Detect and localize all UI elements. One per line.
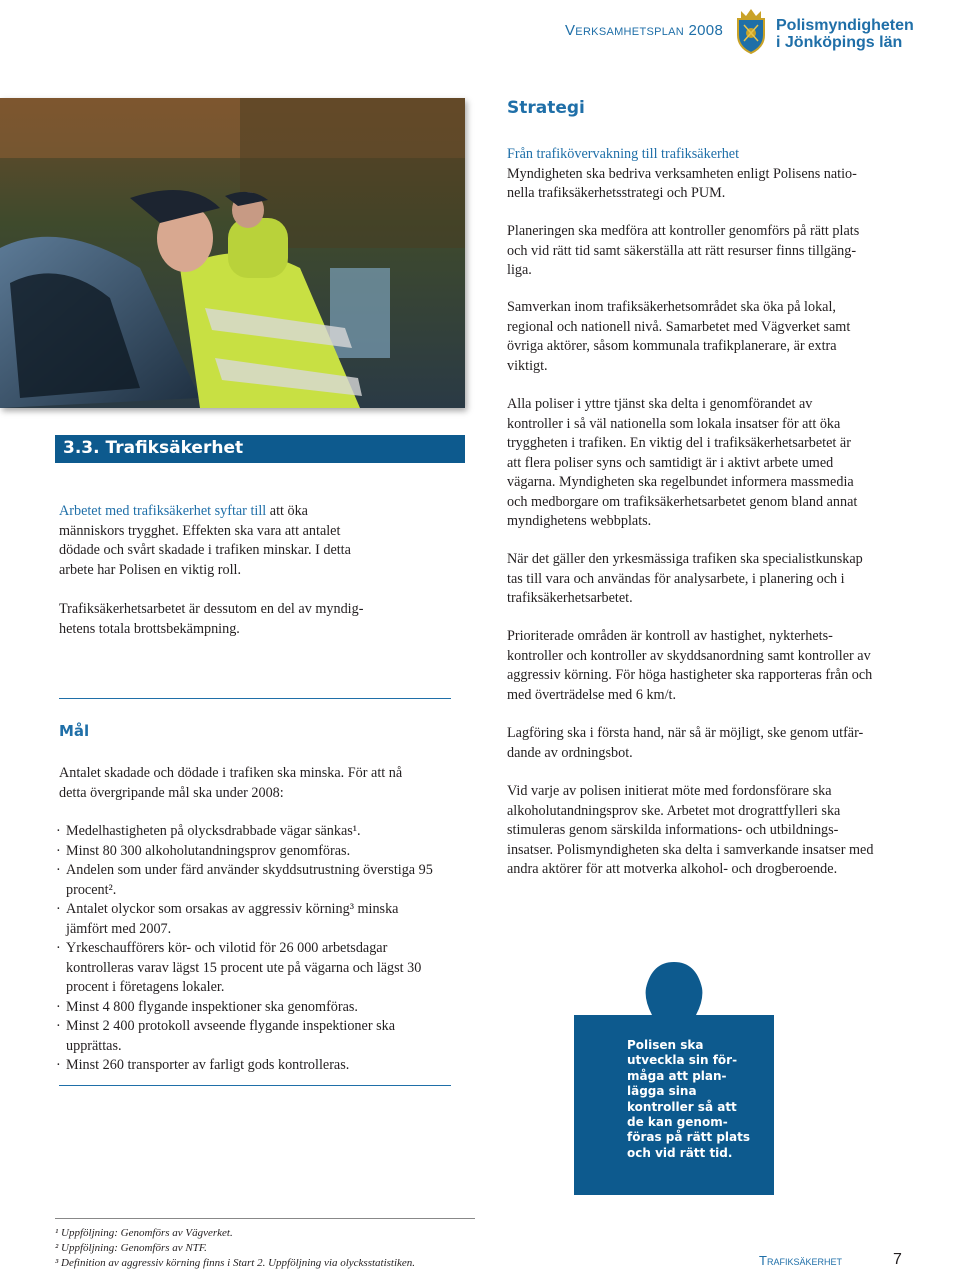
section-heading-bar xyxy=(55,435,465,463)
text-line: övriga aktörer, såsom kommunala trafikplanerare, är extra xyxy=(507,338,837,354)
police-crest-icon xyxy=(732,5,770,55)
goals-heading: Mål xyxy=(59,722,90,740)
text-line: kontroller och kontroller av skyddsanordning samt kontroller av xyxy=(507,647,871,664)
text-line: arbete har Polisen en viktig roll. xyxy=(59,561,242,578)
text-line: insatser. Polismyndigheten ska delta i samverkande insatser med xyxy=(507,841,874,858)
text-line: Prioriterade områden är kontroll av hastighet, nykterhets- xyxy=(507,628,833,644)
intro-rest: att öka xyxy=(266,503,308,519)
text-line: dödade och svårt skadade i trafiken minskar. I detta xyxy=(59,542,351,558)
text-line: och medborgare om trafiksäkerhetsarbetet genom bland annat xyxy=(507,493,858,510)
list-item: · Andelen som under färd använder skyddsutrustning överstiga 95 procent². xyxy=(56,861,446,900)
plan-year: 2008 xyxy=(688,22,724,39)
text-line: nella trafiksäkerhetsstrategi och PUM. xyxy=(507,185,726,201)
strategy-paragraph-2 xyxy=(507,222,859,281)
footnote-divider xyxy=(55,1218,475,1219)
strategy-subheading: Från trafikövervakning till trafiksäkerhet xyxy=(507,146,740,162)
text-line: stimuleras genom särskilda informations- och utbildnings- xyxy=(507,822,839,838)
strategy-paragraph-8 xyxy=(507,782,873,880)
strategy-paragraph-7 xyxy=(507,724,863,763)
text-line: myndighetens webbplats. xyxy=(507,513,652,529)
list-item: · Minst 260 transporter av farligt gods kontrolleras. xyxy=(56,1056,456,1076)
brand-line-2: i Jönköpings län xyxy=(776,34,903,51)
callout-line: måga att plan- xyxy=(627,1068,727,1083)
text-line: När det gäller den yrkesmässiga trafiken ska specialistkunskap xyxy=(507,551,863,567)
text-line: andra aktörer för att motverka alkohol- och drogberoende. xyxy=(507,861,838,877)
text-line: Alla poliser i yttre tjänst ska delta i genomförandet av xyxy=(507,396,813,412)
text-line: tryggheten i trafiken. En viktig del i trafiksäkerhetsarbetet är xyxy=(507,435,851,451)
list-item: · Medelhastigheten på olycksdrabbade vägar sänkas¹. xyxy=(56,822,456,842)
text-line: och vid rätt tid samt säkerställa att rätt resurser finns tillgäng- xyxy=(507,242,857,259)
list-item: · Yrkeschaufförers kör- och vilotid för 26 000 arbetsdagar kontrolleras varav lägst 15 procent ute på vägarna och lägst 30 procent i företagens lokaler. xyxy=(56,939,456,998)
text-line: Trafiksäkerhetsarbetet är dessutom en del av myndig- xyxy=(59,601,364,617)
text-line: trafiksäkerhetsarbetet. xyxy=(507,590,633,606)
police-traffic-check-photo xyxy=(0,98,465,408)
callout-line: föras på rätt plats xyxy=(627,1130,751,1145)
callout-line: kontroller så att xyxy=(627,1099,737,1114)
plan-label: Verksamhetsplan xyxy=(565,22,685,39)
text-line: vägarna. Myndigheten ska regelbundet informera massmedia xyxy=(507,474,854,490)
list-item: · Minst 80 300 alkoholutandningsprov genomföras. xyxy=(56,842,456,862)
divider xyxy=(59,698,451,699)
section-intro-2 xyxy=(59,600,363,639)
list-item: · Minst 2 400 protokoll avseende flygande inspektioner ska upprättas. xyxy=(56,1017,436,1056)
list-item: · Antalet olyckor som orsakas av aggressiv körning³ minska jämfört med 2007. xyxy=(56,900,426,939)
divider xyxy=(59,1085,451,1086)
text-line: tas till vara och användas för analysarbete, i planering och i xyxy=(507,570,845,587)
strategy-paragraph-3 xyxy=(507,298,850,376)
text-line: att flera poliser syns och samtidigt är i aktivt arbete umed xyxy=(507,454,834,471)
text-line: liga. xyxy=(507,262,532,278)
text-line: Planeringen ska medföra att kontroller genomförs på rätt plats xyxy=(507,223,860,239)
text-line: hetens totala brottsbekämpning. xyxy=(59,620,240,637)
footnote-2: ² Uppföljning: Genomförs av NTF. xyxy=(55,1242,207,1254)
strategy-heading: Strategi xyxy=(507,98,585,118)
callout-line: utveckla sin för- xyxy=(627,1053,738,1068)
brand-line-1: Polismyndigheten xyxy=(776,17,914,34)
goals-list xyxy=(56,822,456,1076)
text-line: kontroller i så väl nationella som lokala insatser för att öka xyxy=(507,415,841,432)
puzzle-callout-text xyxy=(627,1038,767,1161)
footnote-1: ¹ Uppföljning: Genomförs av Vägverket. xyxy=(55,1227,233,1239)
footer-section-label: Trafiksäkerhet xyxy=(759,1253,842,1268)
strategy-paragraph-6 xyxy=(507,627,872,705)
text-line: detta övergripande mål ska under 2008: xyxy=(59,784,284,801)
text-line: aggressiv körning. För höga hastigheter ska rapporteras från och xyxy=(507,667,873,683)
text-line: Myndigheten ska bedriva verksamheten enligt Polisens natio- xyxy=(507,165,857,182)
section-intro xyxy=(59,502,351,580)
text-line: alkoholutandningsprov ske. Arbetet mot drograttfylleri ska xyxy=(507,802,841,819)
document-title xyxy=(565,22,723,39)
list-item: · Minst 4 800 flygande inspektioner ska genomföras. xyxy=(56,998,456,1018)
text-line: viktigt. xyxy=(507,357,548,374)
text-line: Antalet skadade och dödade i trafiken ska minska. För att nå xyxy=(59,765,403,781)
footnote-3: ³ Definition av aggressiv körning finns i Start 2. Uppföljning via olycksstatistiken. xyxy=(55,1257,416,1269)
text-line xyxy=(59,502,351,522)
text-line: Vid varje av polisen initierat möte med fordonsförare ska xyxy=(507,783,832,799)
brand-logo-text xyxy=(776,17,914,51)
goals-intro xyxy=(59,764,402,803)
text-line: Samverkan inom trafiksäkerhetsområdet ska öka på lokal, xyxy=(507,299,836,315)
text-line: med överträdelse med 6 km/t. xyxy=(507,686,677,703)
callout-line: de kan genom- xyxy=(627,1115,728,1130)
text-line: regional och nationell nivå. Samarbetet med Vägverket samt xyxy=(507,318,851,335)
intro-highlight: Arbetet med trafiksäkerhet syftar till xyxy=(59,503,267,519)
section-heading: 3.3. Trafiksäkerhet xyxy=(63,438,244,458)
text-line: Lagföring ska i första hand, när så är möjligt, ske genom utfär- xyxy=(507,725,864,741)
page-number: 7 xyxy=(893,1251,902,1268)
strategy-block-1 xyxy=(507,145,857,204)
strategy-paragraph-5 xyxy=(507,550,863,609)
callout-line: lägga sina xyxy=(627,1084,697,1099)
text-line: dande av ordningsbot. xyxy=(507,744,633,761)
callout-line: och vid rätt tid. xyxy=(627,1145,733,1160)
text-line: människors trygghet. Effekten ska vara att antalet xyxy=(59,522,341,539)
callout-line: Polisen ska xyxy=(627,1038,704,1052)
strategy-paragraph-4 xyxy=(507,395,857,532)
